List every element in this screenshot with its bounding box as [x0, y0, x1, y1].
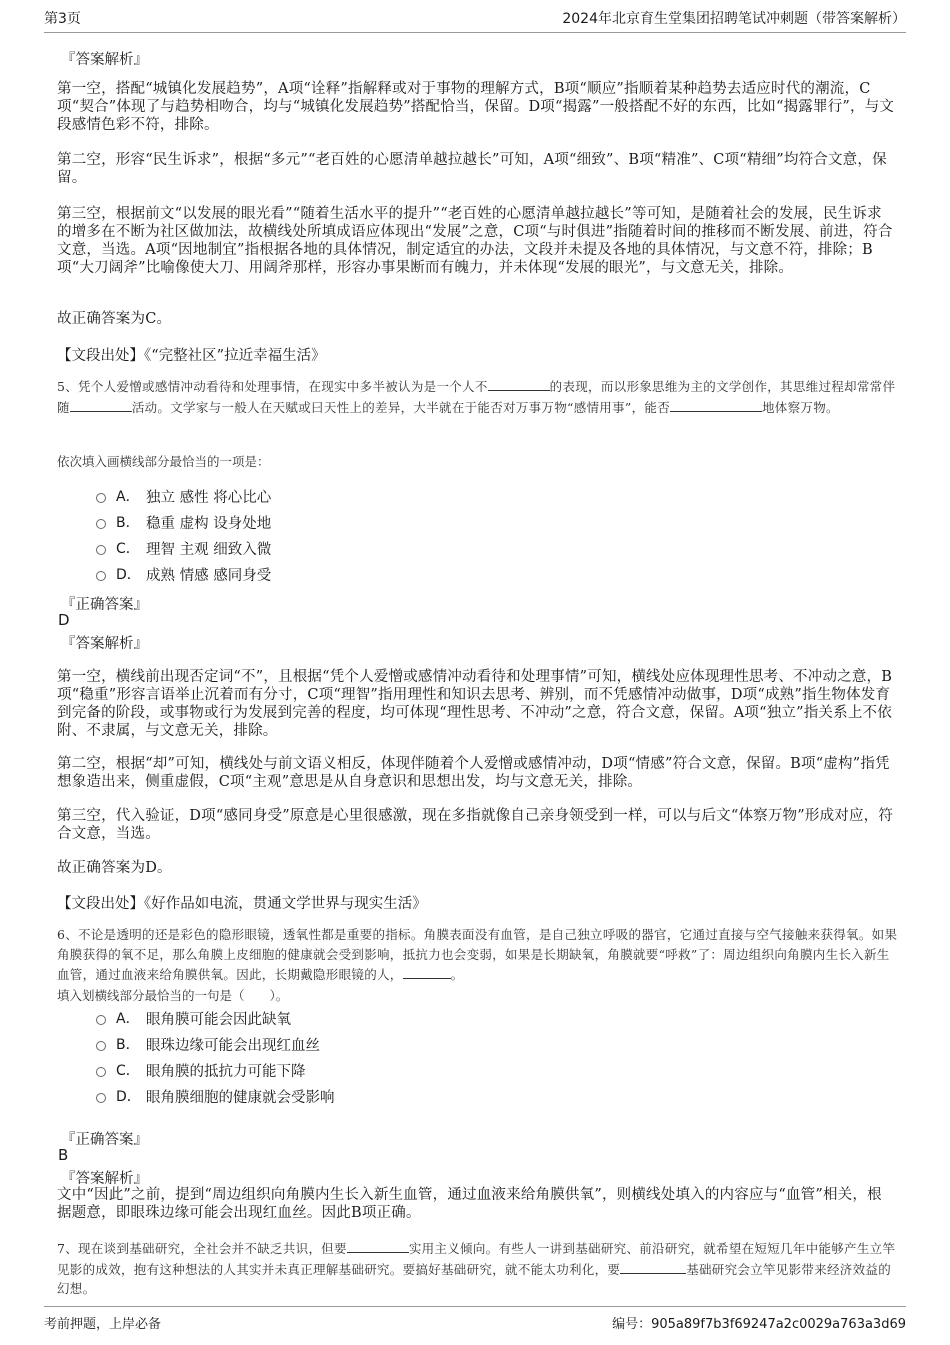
q4-source: 【文段出处】《“完整社区”拉近幸福生活》 — [57, 348, 326, 364]
blank — [670, 397, 762, 412]
footer-slogan: 考前押题，上岸必备 — [44, 1317, 162, 1332]
q4-analysis-label: 『答案解析』 — [61, 52, 148, 68]
radio-icon[interactable] — [96, 519, 106, 529]
radio-icon[interactable] — [96, 571, 106, 581]
q5-analysis-p3: 第三空，代入验证，D项“感同身受”原意是心里很感激，现在多指就像自己亲身领受到一样，可以与后文“体察万物”形成对应，符合文意，当选。 — [57, 808, 894, 842]
q6-prompt: 填入划横线部分最恰当的一句是（ ）。 — [57, 988, 289, 1003]
q5-answer-label: 『正确答案』 — [61, 597, 148, 613]
blank — [403, 964, 451, 979]
q5-analysis-p2: 第二空，根据“却”可知，横线处与前文语义相反，体现伴随着个人爱憎或感情冲动，D项“情感”符合文意，保留。B项“虚构”指凭想象造出来，侧重虚假，C项“主观”意思是从自身意识和思想出发，均与文意无关，排除。 — [57, 756, 890, 790]
q7-stem-part-c: 基础研究会立竿见影带来经济效益的幻想。 — [57, 1261, 892, 1296]
q4-analysis-p1: 第一空，搭配“城镇化发展趋势”，A项“诠释”指解释或对于事物的理解方式，B项“顺应”指顺着某种趋势去适应时代的潮流，C项“契合”体现了与趋势相吻合，均与“城镇化发展趋势”搭配恰当，保留。D项“揭露”一般搭配不好的东西，比如“揭露罪行”，与文段感情色彩不符，排除。 — [57, 81, 895, 133]
q5-stem-part-d: 地体察万物。 — [762, 399, 839, 415]
q7-stem-part-a: 7、现在谈到基础研究，全社会并不缺乏共识，但要 — [57, 1241, 347, 1256]
blank — [347, 1238, 409, 1253]
q5-analysis-label: 『答案解析』 — [61, 636, 148, 652]
q6-stem-part-a: 6、不论是透明的还是彩色的隐形眼镜，透氧性都是重要的指标。角膜表面没有血管，是自己独立呼吸的器官，它通过直接与空气接触来获得氧。如果角膜获得的氧不足，那么角膜上皮细胞的健康就会受到影响，抵抗力也会变弱，如果是长期缺氧，角膜就要“呼救”了：周边组织向角膜内生长入新生血管，通过血液来给角膜供氧。因此，长期戴隐形眼镜的人， — [57, 927, 898, 982]
q6-stem — [57, 925, 900, 985]
radio-icon[interactable] — [96, 545, 106, 555]
q5-analysis-p1: 第一空，横线前出现否定词“不”，且根据“凭个人爱憎或感情冲动看待和处理事情”可知，横线处应体现理性思考、不冲动之意，B项“稳重”形容言语举止沉着而有分寸，C项“理智”指用理性和知识去思考、辨别，而不凭感情冲动做事，D项“成熟”指生物体发育到完备的阶段，或事物或行为发展到完善的程度，均可体现“理性思考、不冲动”之意，符合文意，保留。A项“独立”指关系上不依附、不隶属，与文意无关，排除。 — [57, 669, 893, 739]
q5-option-a[interactable]: A． 独立 感性 将心比心 — [96, 486, 271, 506]
q5-answer: D — [58, 611, 70, 629]
q5-option-b[interactable]: B． 稳重 虚构 设身处地 — [96, 512, 271, 532]
q7-stem — [57, 1238, 900, 1299]
q5-stem — [57, 376, 900, 417]
radio-icon[interactable] — [96, 493, 106, 503]
q6-option-b[interactable]: B． 眼珠边缘可能会出现红血丝 — [96, 1034, 320, 1054]
q5-conclusion: 故正确答案为D。 — [57, 860, 172, 876]
page-number: 第3页 — [44, 11, 81, 27]
document-code: 编号：905a89f7b3f69247a2c0029a763a3d69 — [612, 1317, 906, 1332]
q5-prompt: 依次填入画横线部分最恰当的一项是： — [57, 454, 270, 469]
q5-option-c[interactable]: C． 理智 主观 细致入微 — [96, 538, 271, 558]
q5-stem-part-b: 的表现，而以形象思维为主的文学创作，其思维过程却常常伴随 — [57, 379, 896, 415]
page-header — [44, 0, 906, 33]
document-title: 2024年北京育生堂集团招聘笔试冲刺题（带答案解析） — [562, 11, 906, 27]
q5-source: 【文段出处】《好作品如电流，贯通文学世界与现实生活》 — [57, 896, 427, 912]
page-footer — [44, 1306, 906, 1337]
q6-analysis-label: 『答案解析』 — [61, 1171, 148, 1187]
blank — [620, 1259, 686, 1274]
radio-icon[interactable] — [96, 1041, 106, 1051]
q6-option-a[interactable]: A． 眼角膜可能会因此缺氧 — [96, 1008, 291, 1028]
radio-icon[interactable] — [96, 1093, 106, 1103]
blank — [488, 376, 550, 391]
blank — [70, 397, 132, 412]
q6-option-c[interactable]: C． 眼角膜的抵抗力可能下降 — [96, 1060, 306, 1080]
q4-analysis-p2: 第二空，形容“民生诉求”，根据“多元”“老百姓的心愿清单越拉越长”可知，A项“细致”、B项“精准”、C项“精细”均符合文意，保留。 — [57, 152, 887, 186]
radio-icon[interactable] — [96, 1015, 106, 1025]
q4-conclusion: 故正确答案为C。 — [57, 311, 172, 327]
q4-analysis-p3: 第三空，根据前文“以发展的眼光看”“随着生活水平的提升”“老百姓的心愿清单越拉越长”等可知，是随着社会的发展，民生诉求的增多在不断为社区做加法，故横线处所填成语应体现出“发展”之意，C项“与时俱进”指随着时间的推移而不断发展、前进，符合文意，当选。A项“因地制宜”指根据各地的具体情况，制定适宜的办法，文段并未提及各地的具体情况，与文意不符，排除；B项“大刀阔斧”比喻像使大刀、用阔斧那样，形容办事果断而有魄力，并未体现“发展的眼光”，与文意无关，排除。 — [57, 206, 893, 276]
q5-stem-part-a: 5、凭个人爱憎或感情冲动看待和处理事情，在现实中多半被认为是一个人不 — [57, 379, 488, 394]
q5-stem-part-c: 活动。文学家与一般人在天赋或曰天性上的差异，大半就在于能否对万事万物“感情用事”，能否 — [131, 399, 670, 415]
q6-answer: B — [58, 1146, 69, 1164]
q7-stem-part-b: 实用主义倾向。有些人一讲到基础研究、前沿研究，就希望在短短几年中能够产生立竿见影的成效，抱有这种想法的人其实并未真正理解基础研究。要搞好基础研究，就不能太功利化，要 — [57, 1241, 896, 1277]
q5-option-d[interactable]: D． 成熟 情感 感同身受 — [96, 564, 271, 584]
q6-analysis: 文中“因此”之前，提到“周边组织向角膜内生长入新生血管，通过血液来给角膜供氧”，则横线处填入的内容应与“血管”相关，根据题意，即眼珠边缘可能会出现红血丝。因此B项正确。 — [57, 1187, 882, 1221]
q6-stem-part-b: 。 — [450, 967, 464, 982]
q6-answer-label: 『正确答案』 — [61, 1132, 148, 1148]
q6-option-d[interactable]: D． 眼角膜细胞的健康就会受影响 — [96, 1086, 335, 1106]
radio-icon[interactable] — [96, 1067, 106, 1077]
